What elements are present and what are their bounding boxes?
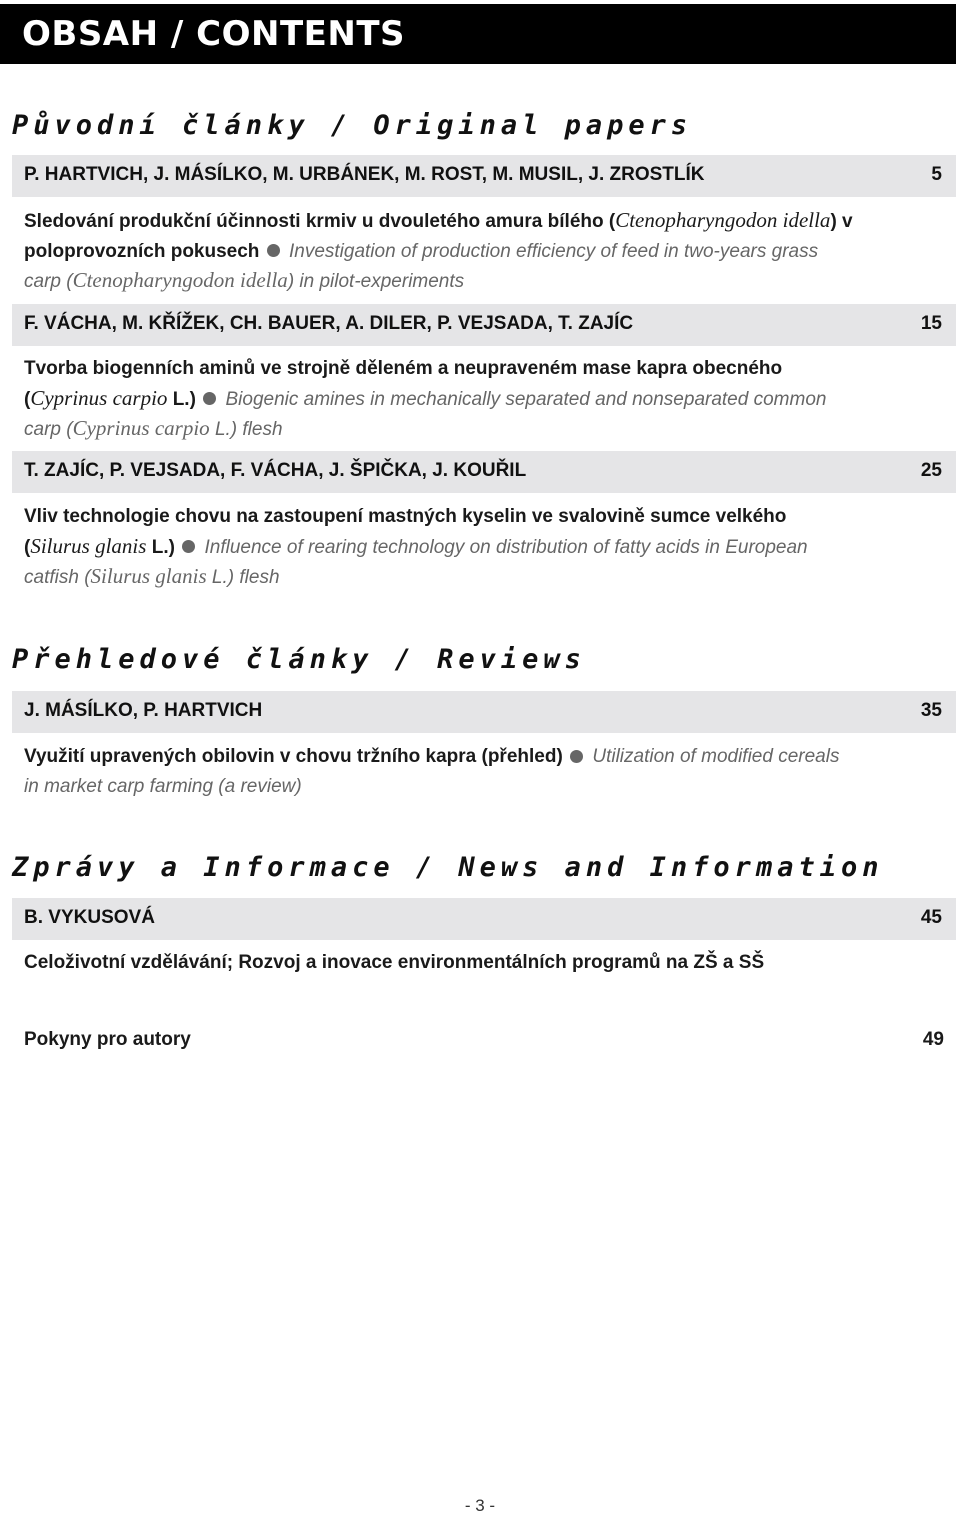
article-title[interactable] [24, 742, 856, 801]
article-authors: J. MÁSÍLKO, P. HARTVICH [24, 700, 263, 721]
article-title-cz: Využití upravených obilovin v chovu tržního kapra (přehled) [24, 746, 563, 767]
article-page[interactable]: 5 [931, 164, 942, 185]
section-title-reviews: Přehledové články / Reviews [12, 644, 586, 675]
section-title-original: Původní články / Original papers [12, 110, 693, 141]
article-authors: F. VÁCHA, M. KŘÍŽEK, CH. BAUER, A. DILER, P. VEJSADA, T. ZAJÍC [24, 313, 634, 334]
bullet-icon [182, 540, 195, 553]
bullet-icon [267, 244, 280, 257]
author-bar [12, 451, 956, 493]
article-page[interactable]: 15 [920, 313, 942, 334]
article-authors: T. ZAJÍC, P. VEJSADA, F. VÁCHA, J. ŠPIČKA, J. KOUŘIL [24, 460, 527, 481]
article-title[interactable] [24, 354, 856, 445]
article-page[interactable]: 25 [920, 460, 942, 481]
article-page[interactable]: 35 [920, 700, 942, 721]
author-bar [12, 304, 956, 346]
article-title[interactable] [24, 502, 856, 593]
article-title-en: Biogenic amines in mechanically separated and nonseparated common carp (Cyprinus carpio L.) flesh [24, 388, 827, 440]
article-title-cz: Sledování produkční účinnosti krmiv u dvouletého amura bílého (Ctenopharyngodon idella) v poloprovozních pokusech [24, 208, 853, 262]
author-bar [12, 691, 956, 733]
article-title[interactable] [24, 948, 856, 978]
author-bar [12, 155, 956, 197]
article-title-en: Investigation of production efficiency of feed in two-years grass carp (Ctenopharyngodon idella) in pilot-experiments [24, 240, 819, 292]
bullet-icon [570, 750, 583, 763]
section-title-news: Zprávy a Informace / News and Information [12, 852, 884, 883]
article-title-cz: Vliv technologie chovu na zastoupení mastných kyselin ve svalovině sumce velkého (Silurus glanis L.) [24, 506, 787, 558]
article-title[interactable] [24, 206, 856, 297]
instructions-page[interactable]: 49 [922, 1029, 944, 1050]
bullet-icon [203, 392, 216, 405]
contents-title: OBSAH / CONTENTS [22, 14, 406, 54]
article-title-en: Utilization of modified cereals in market carp farming (a review) [24, 746, 840, 797]
article-title-cz: Tvorba biogenních aminů ve strojně děleném a neupraveném mase kapra obecného (Cyprinus carpio L.) [24, 358, 783, 410]
article-authors: B. VYKUSOVÁ [24, 907, 155, 928]
author-bar [12, 898, 956, 940]
contents-header [0, 4, 956, 64]
article-title-en: Influence of rearing technology on distribution of fatty acids in European catfish (Silurus glanis L.) flesh [24, 536, 808, 588]
page-number: - 3 - [464, 1496, 496, 1515]
article-title-cz: Celoživotní vzdělávání; Rozvoj a inovace environmentálních programů na ZŠ a SŠ [24, 952, 765, 973]
article-authors: P. HARTVICH, J. MÁSÍLKO, M. URBÁNEK, M. ROST, M. MUSIL, J. ZROSTLÍK [24, 164, 705, 185]
article-page[interactable]: 45 [920, 907, 942, 928]
instructions-link[interactable]: Pokyny pro autory [24, 1029, 191, 1050]
